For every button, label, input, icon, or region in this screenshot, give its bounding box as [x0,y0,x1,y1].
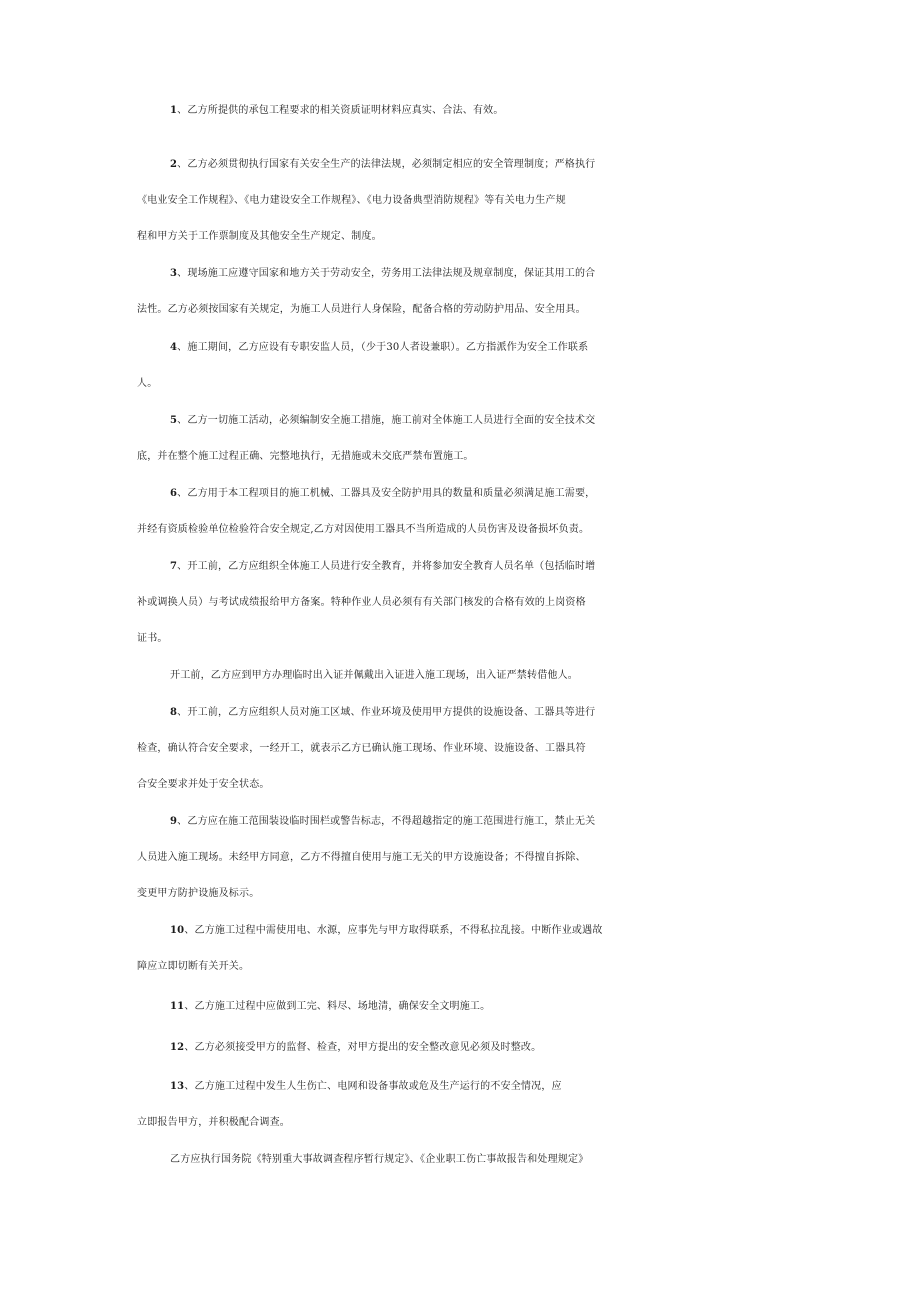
clause-number: 8 [170,707,178,718]
clause-13-line-2: 立即报告甲方，并积极配合调查。 [137,1117,290,1128]
clause-7-line-3: 证书。 [137,633,168,644]
clause-number: 12 [170,1042,185,1053]
clause-7-line-2: 补或调换人员）与考试成绩报给甲方备案。特种作业人员必须有有关部门核发的合格有效的上岗资格 [137,597,586,608]
clause-2-line-3: 程和甲方关于工作票制度及其他安全生产规定、制度。 [137,231,382,242]
clause-8-line-2: 检查，确认符合安全要求，一经开工，就表示乙方已确认施工现场、作业环境、设施设备、工器具符 [137,743,586,754]
clause-number: 7 [170,561,178,572]
clause-1-line-1: 1、乙方所提供的承包工程要求的相关资质证明材料应真实、合法、有效。 [170,105,504,116]
clause-5-line-2: 底，并在整个施工过程正确、完整地执行，无措施或未交底严禁布置施工。 [137,451,474,462]
clause-number: 10 [170,925,185,936]
clause-number: 1 [170,105,178,116]
clause-number: 2 [170,159,178,170]
clause-number: 5 [170,415,178,426]
clause-number: 13 [170,1081,185,1092]
paragraph-pass: 开工前，乙方应到甲方办理临时出入证并佩戴出入证进入施工现场，出入证严禁转借他人。 [170,670,578,681]
clause-number: 3 [170,268,178,279]
clause-3-line-2: 法性。乙方必须按国家有关规定，为施工人员进行人身保险，配备合格的劳动防护用品、安全用具。 [137,304,586,315]
clause-number: 9 [170,816,178,827]
clause-5-line-1: 5、乙方一切施工活动，必须编制安全施工措施，施工前对全体施工人员进行全面的安全技术交 [170,415,596,426]
clause-2-line-1: 2、乙方必须贯彻执行国家有关安全生产的法律法规，必须制定相应的安全管理制度；严格执行 [170,159,596,170]
clause-8-line-3: 合安全要求并处于安全状态。 [137,779,270,790]
clause-9-line-2: 人员进入施工现场。未经甲方同意，乙方不得擅自使用与施工无关的甲方设施设备；不得擅自拆除、 [137,852,586,863]
paragraph-regulations: 乙方应执行国务院《特别重大事故调查程序暂行规定》、《企业职工伤亡事故报告和处理规定》 [170,1154,589,1165]
clause-10-line-1: 10、乙方施工过程中需使用电、水源，应事先与甲方取得联系，不得私拉乱接。中断作业或遇故 [170,925,603,936]
clause-6-line-2: 并经有资质检验单位检验符合安全规定,乙方对因使用工器具不当所造成的人员伤害及设备损坏负责。 [137,524,590,535]
clause-number: 11 [170,1001,185,1012]
clause-3-line-1: 3、现场施工应遵守国家和地方关于劳动安全，劳务用工法律法规及规章制度，保证其用工的合 [170,268,596,279]
clause-8-line-1: 8、开工前，乙方应组织人员对施工区域、作业环境及使用甲方提供的设施设备、工器具等进行 [170,707,596,718]
clause-12-line-1: 12、乙方必须接受甲方的监督、检查，对甲方提出的安全整改意见必须及时整改。 [170,1042,542,1053]
clause-6-line-1: 6、乙方用于本工程项目的施工机械、工器具及安全防护用具的数量和质量必须满足施工需要， [170,488,596,499]
clause-10-line-2: 障应立即切断有关开关。 [137,961,250,972]
clause-9-line-3: 变更甲方防护设施及标示。 [137,888,260,899]
clause-4-line-1: 4、施工期间，乙方应设有专职安监人员，（少于30人者设兼职）。乙方指派作为安全工作联系 [170,342,589,353]
clause-13-line-1: 13、乙方施工过程中发生人生伤亡、电网和设备事故或危及生产运行的不安全情况，应 [170,1081,562,1092]
clause-9-line-1: 9、乙方应在施工范围装设临时围栏或警告标志，不得超越指定的施工范围进行施工，禁止无关 [170,816,596,827]
clause-4-line-2: 人。 [137,378,158,389]
clause-7-line-1: 7、开工前，乙方应组织全体施工人员进行安全教育，并将参加安全教育人员名单（包括临时增 [170,561,596,572]
clause-2-line-2: 《电业安全工作规程》、《电力建设安全工作规程》、《电力设备典型消防规程》等有关电力生产规 [137,195,566,206]
clause-number: 4 [170,342,178,353]
clause-11-line-1: 11、乙方施工过程中应做到工完、料尽、场地清，确保安全文明施工。 [170,1001,491,1012]
clause-number: 6 [170,488,178,499]
